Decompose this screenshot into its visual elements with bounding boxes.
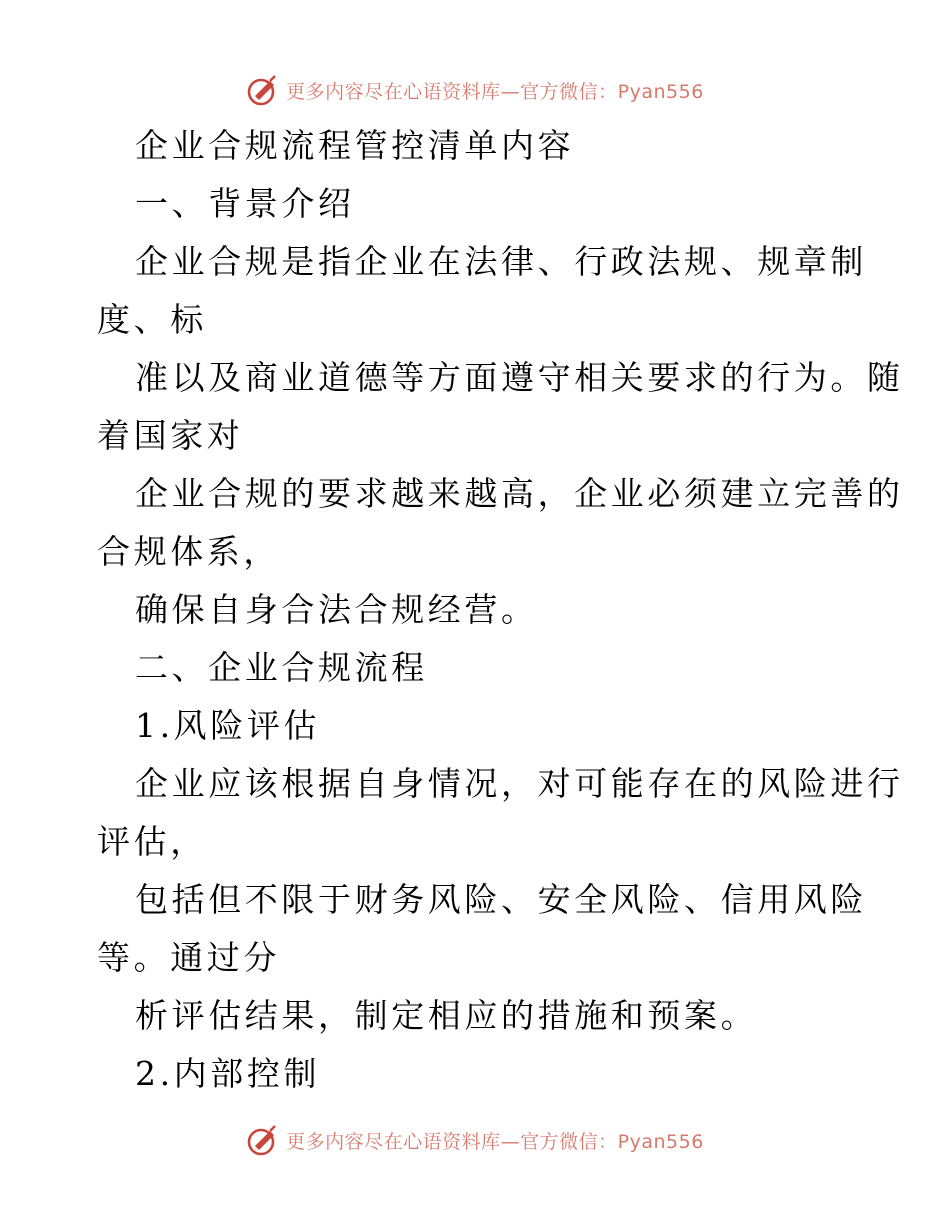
paragraph-line: 度、标 bbox=[97, 300, 207, 339]
subsection-heading: 2.内部控制 bbox=[135, 1054, 321, 1093]
paragraph-line: 着国家对 bbox=[97, 416, 244, 455]
paragraph-line: 评估， bbox=[97, 822, 207, 861]
document-body bbox=[0, 117, 950, 1103]
watermark-text: 更多内容尽在心语资料库—官方微信：Pyan556 bbox=[286, 1130, 704, 1153]
paragraph-line: 准以及商业道德等方面遵守相关要求的行为。随 bbox=[135, 358, 904, 397]
paragraph-line: 企业合规的要求越来越高，企业必须建立完善的 bbox=[135, 474, 904, 513]
paragraph-line: 包括但不限于财务风险、安全风险、信用风险 bbox=[135, 880, 867, 919]
paragraph-line: 企业合规是指企业在法律、行政法规、规章制 bbox=[135, 242, 867, 281]
paragraph-line: 企业应该根据自身情况，对可能存在的风险进行 bbox=[135, 764, 904, 803]
header-watermark bbox=[0, 70, 950, 110]
subsection-heading: 1.风险评估 bbox=[135, 706, 321, 745]
paragraph-line: 确保自身合法合规经营。 bbox=[135, 590, 538, 629]
section-heading: 二、企业合规流程 bbox=[135, 648, 428, 687]
footer-watermark bbox=[0, 1120, 950, 1160]
paragraph-line: 等。通过分 bbox=[97, 938, 280, 977]
pen-logo-icon bbox=[246, 73, 280, 107]
watermark-text: 更多内容尽在心语资料库—官方微信：Pyan556 bbox=[286, 80, 704, 103]
paragraph-line: 合规体系， bbox=[97, 532, 280, 571]
paragraph-line: 析评估结果，制定相应的措施和预案。 bbox=[135, 996, 758, 1035]
section-heading: 一、背景介绍 bbox=[135, 184, 355, 223]
document-title: 企业合规流程管控清单内容 bbox=[135, 126, 575, 165]
pen-logo-icon bbox=[246, 1123, 280, 1157]
